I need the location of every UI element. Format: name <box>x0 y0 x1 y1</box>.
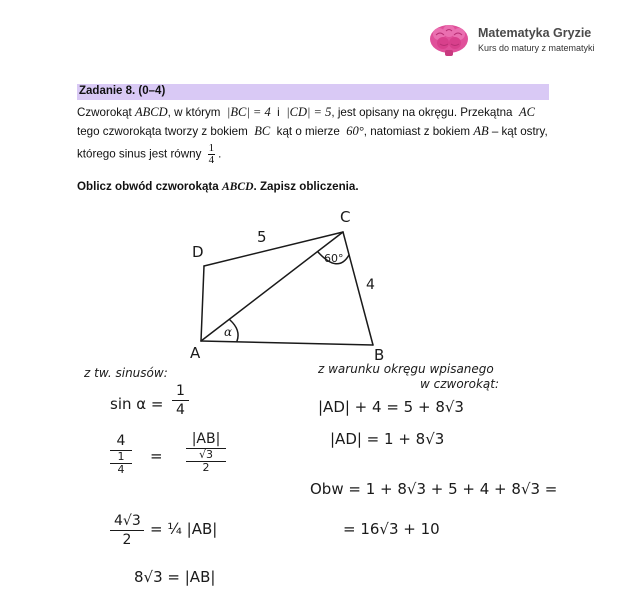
vertex-label-B: B <box>374 346 385 364</box>
side-AD <box>201 266 204 341</box>
diagonal-AC <box>201 232 343 341</box>
sine-fraction: $\frac{1}{4}$ <box>208 142 215 166</box>
eq2-rhs: = ¼ |AB| <box>150 520 218 538</box>
eq1-left-fraction: 4 1 4 <box>110 432 132 476</box>
sine-value-fraction: 1 4 <box>172 382 189 419</box>
task-line-2: tego czworokąta tworzy z bokiem BC kąt o mierze 60°, natomiast z bokiem AB – kąt ostry, <box>77 124 548 138</box>
vertex-label-D: D <box>192 243 204 261</box>
eq1-right-fraction: |AB| √3 2 <box>186 430 226 474</box>
incircle-condition-title-1: z warunku okręgu wpisanego <box>318 362 494 376</box>
side-label-DC: 5 <box>257 228 267 246</box>
angle-label-A: α <box>224 325 233 339</box>
side-DC <box>204 232 343 266</box>
right-eq-1: |AD| + 4 = 5 + 8√3 <box>318 398 464 416</box>
eq1-equals: = <box>150 447 163 465</box>
task-line-3: którego sinus jest równy $\frac{1}{4}$ . <box>77 142 222 166</box>
task-instruction: Oblicz obwód czworokąta ABCD. Zapisz obliczenia. <box>77 180 359 193</box>
brand-name: Matematyka Gryzie <box>478 26 592 40</box>
right-eq-3: Obw = 1 + 8√3 + 5 + 4 + 8√3 = <box>310 480 558 498</box>
right-eq-4: = 16√3 + 10 <box>343 520 440 538</box>
side-BA <box>201 341 373 345</box>
right-eq-2: |AD| = 1 + 8√3 <box>330 430 445 448</box>
sine-theorem-title: z tw. sinusów: <box>84 366 168 380</box>
task-line-1: Czworokąt ABCD, w którym |BC| = 4 i |CD| = 5, jest opisany na okręgu. Przekątna AC <box>77 105 535 119</box>
task-header: Zadanie 8. (0–4) <box>79 85 166 97</box>
eq2-left-fraction: 4√3 2 <box>110 512 144 549</box>
brand-tagline: Kurs do matury z matematyki <box>478 43 595 53</box>
side-label-CB: 4 <box>366 277 375 293</box>
angle-label-C: 60° <box>324 252 344 265</box>
eq3-result: 8√3 = |AB| <box>134 568 216 586</box>
vertex-label-C: C <box>340 208 351 226</box>
incircle-condition-title-2: w czworokąt: <box>420 377 500 391</box>
vertex-label-A: A <box>190 344 201 362</box>
sine-value-lhs: sin α = <box>110 395 164 413</box>
